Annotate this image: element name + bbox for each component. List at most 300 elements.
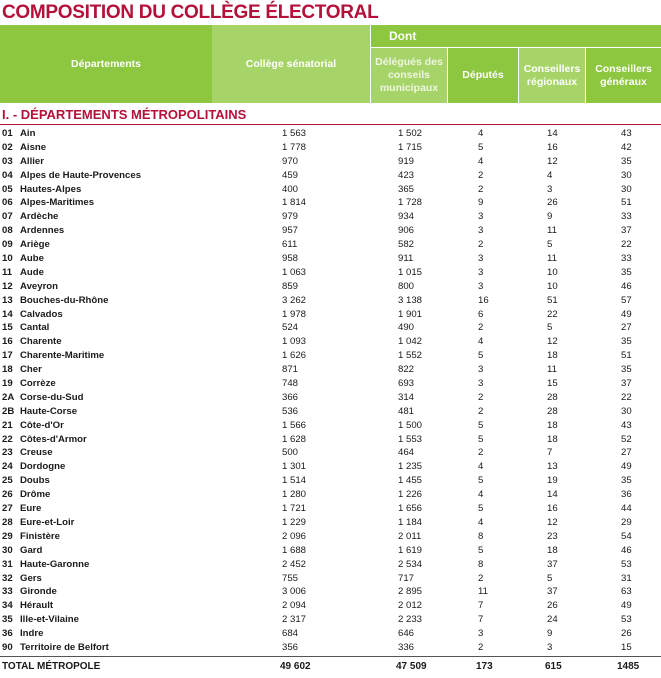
generaux-value: 15 (621, 641, 632, 653)
deputes-value: 5 (478, 141, 484, 153)
generaux-value: 42 (621, 141, 632, 153)
regionaux-value: 24 (547, 614, 558, 626)
deputes-value: 3 (478, 266, 484, 278)
generaux-value: 51 (621, 350, 632, 362)
delegues-value: 693 (398, 378, 415, 390)
deputes-value: 3 (478, 378, 484, 390)
college-value: 400 (282, 183, 299, 195)
deputes-value: 2 (478, 641, 484, 653)
college-value: 2 452 (282, 558, 307, 570)
regionaux-value: 7 (547, 447, 553, 459)
dept-code: 23 (2, 447, 13, 459)
delegues-value: 3 138 (398, 294, 423, 306)
regionaux-value: 23 (547, 530, 558, 542)
table-row (0, 502, 661, 516)
generaux-value: 57 (621, 294, 632, 306)
delegues-value: 1 715 (398, 141, 423, 153)
dept-name: Territoire de Belfort (20, 641, 109, 653)
delegues-value: 1 728 (398, 197, 423, 209)
regionaux-value: 18 (547, 419, 558, 431)
generaux-value: 27 (621, 447, 632, 459)
college-value: 1 093 (282, 336, 307, 348)
deputes-value: 7 (478, 600, 484, 612)
dept-code: 10 (2, 253, 13, 265)
dept-name: Finistère (20, 530, 60, 542)
regionaux-value: 12 (547, 155, 558, 167)
header-college-senatorial: Collège sénatorial (212, 25, 370, 103)
delegues-value: 481 (398, 405, 415, 417)
regionaux-value: 37 (547, 586, 558, 598)
dept-code: 05 (2, 183, 13, 195)
deputes-value: 3 (478, 364, 484, 376)
table-row (0, 280, 661, 294)
college-value: 1 628 (282, 433, 307, 445)
dept-code: 04 (2, 169, 13, 181)
generaux-value: 36 (621, 489, 632, 501)
dept-name: Drôme (20, 489, 51, 501)
regionaux-value: 5 (547, 239, 553, 251)
generaux-value: 35 (621, 155, 632, 167)
table-row (0, 183, 661, 197)
generaux-value: 30 (621, 405, 632, 417)
college-value: 1 721 (282, 503, 307, 515)
table-row (0, 363, 661, 377)
college-value: 958 (282, 253, 299, 265)
deputes-value: 2 (478, 183, 484, 195)
table-row (0, 572, 661, 586)
delegues-value: 2 012 (398, 600, 423, 612)
deputes-value: 4 (478, 461, 484, 473)
delegues-value: 906 (398, 225, 415, 237)
header-departements: Départements (0, 25, 212, 103)
delegues-value: 1 619 (398, 544, 423, 556)
delegues-value: 822 (398, 364, 415, 376)
dept-code: 13 (2, 294, 13, 306)
dept-name: Aveyron (20, 280, 59, 292)
dept-name: Gers (20, 572, 42, 584)
college-value: 684 (282, 628, 299, 640)
deputes-value: 5 (478, 350, 484, 362)
delegues-value: 2 534 (398, 558, 423, 570)
regionaux-value: 12 (547, 336, 558, 348)
regionaux-value: 10 (547, 266, 558, 278)
generaux-value: 46 (621, 544, 632, 556)
dept-name: Cher (20, 364, 42, 376)
table-row (0, 252, 661, 266)
dept-code: 17 (2, 350, 13, 362)
dept-code: 25 (2, 475, 13, 487)
deputes-value: 5 (478, 503, 484, 515)
deputes-value: 16 (478, 294, 489, 306)
dept-code: 35 (2, 614, 13, 626)
table-row (0, 405, 661, 419)
delegues-value: 717 (398, 572, 415, 584)
deputes-value: 5 (478, 419, 484, 431)
table-row (0, 321, 661, 335)
generaux-value: 49 (621, 308, 632, 320)
generaux-value: 44 (621, 503, 632, 515)
dept-code: 11 (2, 266, 13, 278)
generaux-value: 53 (621, 614, 632, 626)
dept-name: Creuse (20, 447, 53, 459)
college-value: 500 (282, 447, 299, 459)
table-row (0, 169, 661, 183)
college-value: 859 (282, 280, 299, 292)
generaux-value: 53 (621, 558, 632, 570)
dept-code: 22 (2, 433, 13, 445)
regionaux-value: 18 (547, 544, 558, 556)
deputes-value: 3 (478, 280, 484, 292)
total-row (0, 659, 661, 675)
regionaux-value: 14 (547, 128, 558, 139)
college-value: 1 978 (282, 308, 307, 320)
regionaux-value: 11 (547, 225, 557, 237)
dept-name: Charente-Maritime (20, 350, 105, 362)
dept-code: 27 (2, 503, 13, 515)
delegues-value: 2 895 (398, 586, 423, 598)
table-row (0, 266, 661, 280)
generaux-value: 49 (621, 461, 632, 473)
table-row (0, 141, 661, 155)
college-value: 1 688 (282, 544, 307, 556)
dept-code: 18 (2, 364, 13, 376)
table-row (0, 627, 661, 641)
dept-name: Ain (20, 128, 36, 139)
deputes-value: 7 (478, 614, 484, 626)
dept-name: Haute-Corse (20, 405, 78, 417)
dept-code: 33 (2, 586, 13, 598)
dept-code: 16 (2, 336, 13, 348)
delegues-value: 911 (398, 253, 414, 265)
delegues-value: 1 552 (398, 350, 423, 362)
college-value: 536 (282, 405, 299, 417)
total-divider (0, 656, 661, 657)
college-value: 871 (282, 364, 299, 376)
college-value: 755 (282, 572, 299, 584)
table-row (0, 391, 661, 405)
delegues-value: 2 233 (398, 614, 423, 626)
regionaux-value: 14 (547, 489, 558, 501)
delegues-value: 1 184 (398, 516, 423, 528)
dept-code: 28 (2, 516, 13, 528)
delegues-value: 1 226 (398, 489, 423, 501)
delegues-value: 365 (398, 183, 415, 195)
regionaux-value: 9 (547, 628, 553, 640)
dept-code: 2A (2, 391, 15, 403)
delegues-value: 464 (398, 447, 415, 459)
generaux-value: 46 (621, 280, 632, 292)
regionaux-value: 16 (547, 503, 558, 515)
deputes-value: 4 (478, 516, 484, 528)
regionaux-value: 10 (547, 280, 558, 292)
dept-code: 32 (2, 572, 13, 584)
regionaux-value: 9 (547, 211, 553, 223)
deputes-value: 2 (478, 391, 484, 403)
table-row (0, 377, 661, 391)
total-delegues: 47 509 (396, 661, 427, 672)
total-label: TOTAL MÉTROPOLE (2, 661, 101, 672)
regionaux-value: 51 (547, 294, 558, 306)
delegues-value: 1 455 (398, 475, 423, 487)
dept-name: Cantal (20, 322, 50, 334)
dept-code: 07 (2, 211, 13, 223)
dept-code: 90 (2, 641, 13, 653)
dept-name: Ardennes (20, 225, 65, 237)
regionaux-value: 18 (547, 433, 558, 445)
college-value: 748 (282, 378, 299, 390)
header-dont: Dont (371, 25, 661, 47)
generaux-value: 35 (621, 364, 632, 376)
college-value: 970 (282, 155, 299, 167)
generaux-value: 37 (621, 225, 632, 237)
delegues-value: 423 (398, 169, 415, 181)
deputes-value: 5 (478, 544, 484, 556)
delegues-value: 1 235 (398, 461, 423, 473)
regionaux-value: 11 (547, 364, 557, 376)
dept-name: Gironde (20, 586, 57, 598)
college-value: 1 626 (282, 350, 307, 362)
dept-name: Haute-Garonne (20, 558, 90, 570)
regionaux-value: 16 (547, 141, 558, 153)
deputes-value: 8 (478, 558, 484, 570)
dept-code: 36 (2, 628, 13, 640)
dept-name: Eure (20, 503, 42, 515)
generaux-value: 27 (621, 322, 632, 334)
college-value: 524 (282, 322, 299, 334)
dept-code: 01 (2, 128, 13, 139)
regionaux-value: 28 (547, 405, 558, 417)
dept-name: Bouches-du-Rhône (20, 294, 109, 306)
delegues-value: 1 502 (398, 128, 423, 139)
page-title: COMPOSITION DU COLLÈGE ÉLECTORAL (2, 2, 379, 23)
regionaux-value: 4 (547, 169, 553, 181)
dept-code: 06 (2, 197, 13, 209)
generaux-value: 37 (621, 378, 632, 390)
dept-name: Charente (20, 336, 62, 348)
dept-code: 24 (2, 461, 13, 473)
dept-code: 15 (2, 322, 13, 334)
dept-name: Alpes de Haute-Provences (20, 169, 142, 181)
college-value: 2 096 (282, 530, 307, 542)
deputes-value: 4 (478, 336, 484, 348)
college-value: 1 514 (282, 475, 307, 487)
regionaux-value: 19 (547, 475, 558, 487)
college-value: 366 (282, 391, 299, 403)
table-row (0, 224, 661, 238)
dept-name: Hérault (20, 600, 54, 612)
dept-name: Doubs (20, 475, 50, 487)
dept-code: 02 (2, 141, 13, 153)
dept-code: 12 (2, 280, 13, 292)
dept-name: Aisne (20, 141, 47, 153)
college-value: 3 006 (282, 586, 307, 598)
college-value: 1 063 (282, 266, 307, 278)
dept-name: Calvados (20, 308, 63, 320)
deputes-value: 3 (478, 211, 484, 223)
regionaux-value: 37 (547, 558, 558, 570)
deputes-value: 2 (478, 239, 484, 251)
table-row (0, 599, 661, 613)
table-row (0, 349, 661, 363)
table-row (0, 460, 661, 474)
dept-name: Eure-et-Loir (20, 516, 75, 528)
table-body (0, 127, 661, 655)
college-value: 356 (282, 641, 299, 653)
generaux-value: 43 (621, 419, 632, 431)
college-value: 957 (282, 225, 299, 237)
deputes-value: 2 (478, 322, 484, 334)
college-value: 979 (282, 211, 299, 223)
generaux-value: 30 (621, 169, 632, 181)
delegues-value: 1 901 (398, 308, 423, 320)
generaux-value: 54 (621, 530, 632, 542)
delegues-value: 800 (398, 280, 415, 292)
header-deputes: Députés (448, 48, 518, 103)
delegues-value: 1 656 (398, 503, 423, 515)
college-value: 459 (282, 169, 299, 181)
generaux-value: 51 (621, 197, 632, 209)
delegues-value: 314 (398, 391, 415, 403)
college-value: 3 262 (282, 294, 307, 306)
dept-name: Indre (20, 628, 44, 640)
dept-name: Allier (20, 155, 44, 167)
college-value: 1 301 (282, 461, 307, 473)
regionaux-value: 5 (547, 322, 553, 334)
table-row (0, 155, 661, 169)
header-conseillers-regionaux: Conseillers régionaux (519, 48, 585, 103)
delegues-value: 336 (398, 641, 415, 653)
college-value: 1 778 (282, 141, 307, 153)
college-value: 2 094 (282, 600, 307, 612)
table-row (0, 308, 661, 322)
dept-code: 34 (2, 600, 13, 612)
generaux-value: 26 (621, 628, 632, 640)
total-deputes: 173 (476, 661, 493, 672)
table-row (0, 196, 661, 210)
dept-name: Ardèche (20, 211, 59, 223)
college-value: 1 280 (282, 489, 307, 501)
total-college: 49 602 (280, 661, 311, 672)
generaux-value: 52 (621, 433, 632, 445)
dept-code: 30 (2, 544, 13, 556)
regionaux-value: 28 (547, 391, 558, 403)
dept-name: Corrèze (20, 378, 56, 390)
deputes-value: 2 (478, 405, 484, 417)
delegues-value: 2 011 (398, 530, 422, 542)
dept-name: Hautes-Alpes (20, 183, 82, 195)
table-row (0, 238, 661, 252)
generaux-value: 22 (621, 391, 632, 403)
deputes-value: 9 (478, 197, 484, 209)
generaux-value: 63 (621, 586, 632, 598)
generaux-value: 22 (621, 239, 632, 251)
dept-code: 2B (2, 405, 15, 417)
deputes-value: 6 (478, 308, 484, 320)
table-row (0, 419, 661, 433)
generaux-value: 29 (621, 516, 632, 528)
dept-code: 14 (2, 308, 13, 320)
regionaux-value: 22 (547, 308, 558, 320)
delegues-value: 1 042 (398, 336, 423, 348)
dept-name: Côte-d'Or (20, 419, 64, 431)
college-value: 1 229 (282, 516, 307, 528)
deputes-value: 5 (478, 475, 484, 487)
dept-code: 29 (2, 530, 13, 542)
total-regionaux: 615 (545, 661, 562, 672)
deputes-value: 3 (478, 628, 484, 640)
dept-name: Aube (20, 253, 44, 265)
deputes-value: 3 (478, 253, 484, 265)
dept-code: 08 (2, 225, 13, 237)
table-row (0, 641, 661, 655)
dept-name: Côtes-d'Armor (20, 433, 87, 445)
regionaux-value: 3 (547, 641, 553, 653)
generaux-value: 35 (621, 475, 632, 487)
delegues-value: 919 (398, 155, 415, 167)
generaux-value: 33 (621, 253, 632, 265)
deputes-value: 2 (478, 169, 484, 181)
dept-name: Ille-et-Vilaine (20, 614, 80, 626)
regionaux-value: 12 (547, 516, 558, 528)
college-value: 1 563 (282, 128, 307, 139)
deputes-value: 4 (478, 128, 484, 139)
dept-name: Ariège (20, 239, 50, 251)
section-divider (0, 124, 661, 125)
delegues-value: 490 (398, 322, 415, 334)
generaux-value: 31 (621, 572, 632, 584)
delegues-value: 1 015 (398, 266, 423, 278)
header-conseillers-generaux: Conseillers généraux (586, 48, 661, 103)
table-row (0, 210, 661, 224)
deputes-value: 11 (478, 586, 488, 598)
table-row (0, 488, 661, 502)
generaux-value: 43 (621, 128, 632, 139)
table-row (0, 127, 661, 141)
table-row (0, 585, 661, 599)
regionaux-value: 3 (547, 183, 553, 195)
deputes-value: 4 (478, 155, 484, 167)
college-value: 1 814 (282, 197, 307, 209)
regionaux-value: 26 (547, 600, 558, 612)
regionaux-value: 15 (547, 378, 558, 390)
delegues-value: 934 (398, 211, 415, 223)
generaux-value: 35 (621, 336, 632, 348)
dept-name: Gard (20, 544, 43, 556)
deputes-value: 4 (478, 489, 484, 501)
dept-name: Alpes-Maritimes (20, 197, 95, 209)
dept-code: 31 (2, 558, 13, 570)
table-row (0, 530, 661, 544)
table-row (0, 516, 661, 530)
regionaux-value: 18 (547, 350, 558, 362)
regionaux-value: 26 (547, 197, 558, 209)
section-title: I. - DÉPARTEMENTS MÉTROPOLITAINS (2, 107, 247, 122)
generaux-value: 33 (621, 211, 632, 223)
table-row (0, 558, 661, 572)
deputes-value: 5 (478, 433, 484, 445)
regionaux-value: 5 (547, 572, 553, 584)
generaux-value: 30 (621, 183, 632, 195)
table-row (0, 446, 661, 460)
dept-code: 19 (2, 378, 13, 390)
delegues-value: 582 (398, 239, 415, 251)
dept-code: 21 (2, 419, 13, 431)
deputes-value: 2 (478, 572, 484, 584)
college-value: 2 317 (282, 614, 307, 626)
deputes-value: 3 (478, 225, 484, 237)
dept-code: 09 (2, 239, 13, 251)
college-value: 1 566 (282, 419, 307, 431)
